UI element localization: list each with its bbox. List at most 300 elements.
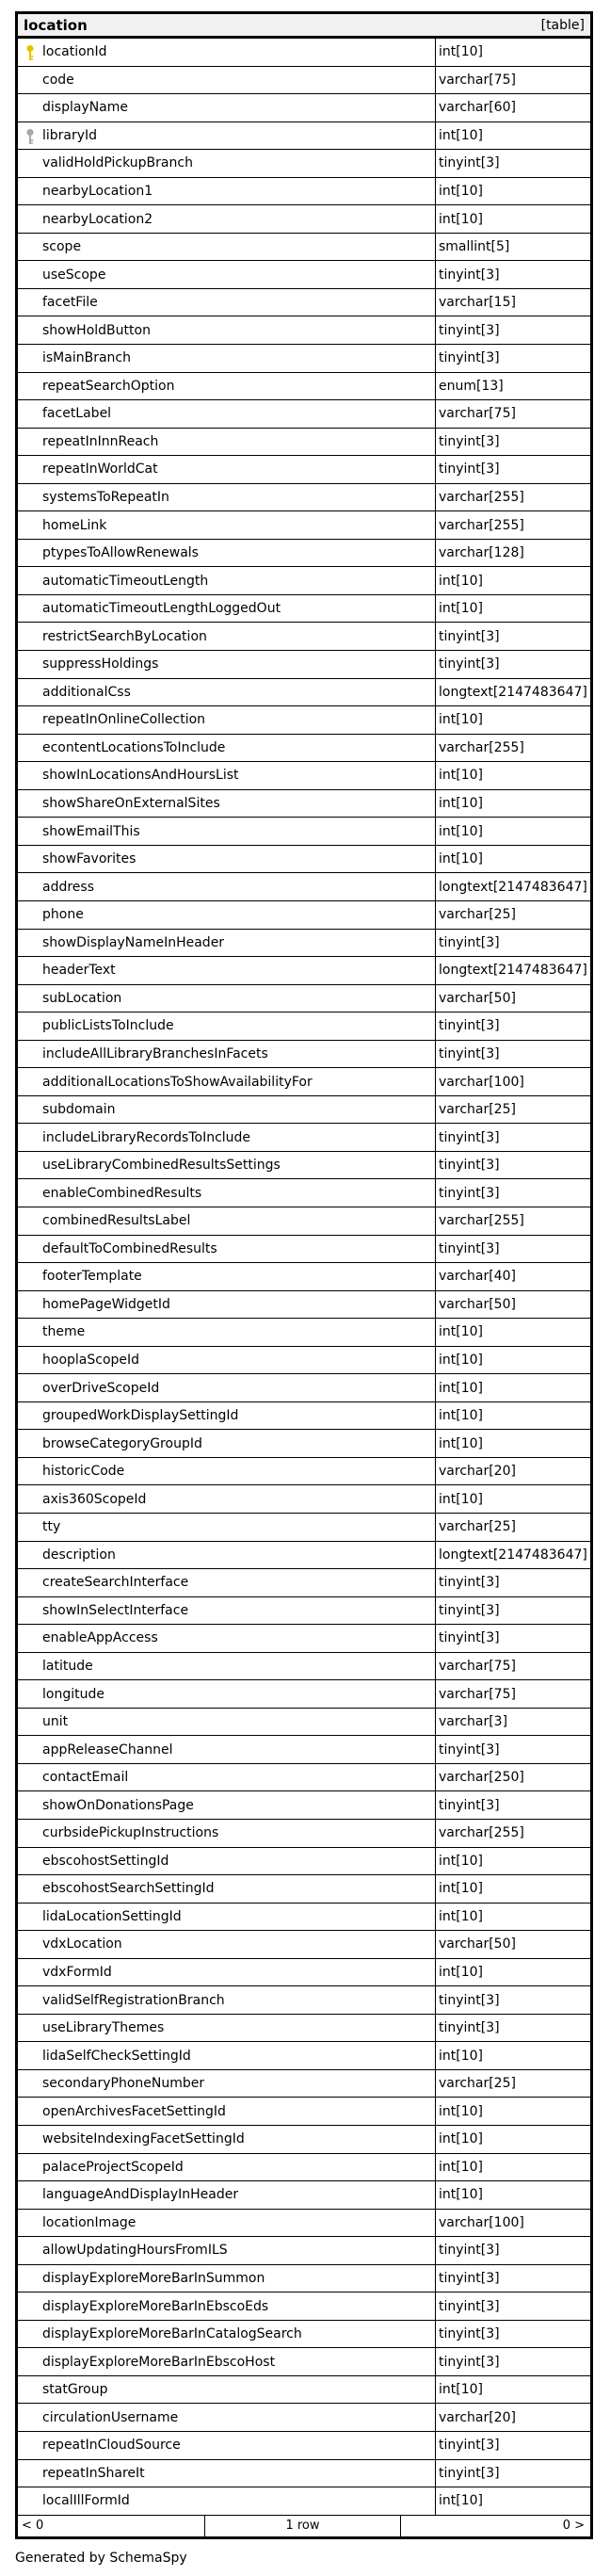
- table-row[interactable]: [18, 2376, 590, 2405]
- column-name: [18, 429, 436, 456]
- column-type: int[10]: [439, 2382, 483, 2398]
- column-name: [18, 1625, 436, 1652]
- column-name-text: ptypesToAllowRenewals: [42, 545, 199, 561]
- column-type: varchar[75]: [439, 72, 516, 88]
- column-type: varchar[255]: [439, 1825, 524, 1841]
- column-type: varchar[75]: [439, 1686, 516, 1702]
- column-type: varchar[255]: [439, 517, 524, 533]
- column-name: [18, 1152, 436, 1179]
- column-type: int[10]: [439, 2493, 483, 2509]
- column-name: [18, 873, 436, 900]
- table-row[interactable]: [18, 2487, 590, 2516]
- column-name: [18, 289, 436, 316]
- table-row[interactable]: [18, 511, 590, 540]
- column-name-text: additionalLocationsToShowAvailabilityFor: [42, 1074, 313, 1090]
- column-name: [18, 1263, 436, 1290]
- table-row[interactable]: [18, 2042, 590, 2070]
- column-name: [18, 1959, 436, 1986]
- table-row[interactable]: [18, 2460, 590, 2488]
- table-row[interactable]: [18, 94, 590, 122]
- column-name-text: lidaSelfCheckSettingId: [42, 2048, 191, 2064]
- table-row[interactable]: [18, 1430, 590, 1458]
- column-type: int[10]: [439, 1965, 483, 1980]
- column-name-text: enableCombinedResults: [42, 1185, 202, 1201]
- table-row[interactable]: [18, 2237, 590, 2265]
- table-row[interactable]: [18, 1458, 590, 1486]
- column-type: tinyint[3]: [439, 2354, 500, 2370]
- table-kind: [table]: [540, 17, 585, 33]
- table-row[interactable]: [18, 1041, 590, 1069]
- column-name-text: openArchivesFacetSettingId: [42, 2103, 226, 2119]
- table-row[interactable]: [18, 985, 590, 1013]
- column-name: [18, 261, 436, 288]
- column-name: [18, 1680, 436, 1708]
- column-type: varchar[75]: [439, 1658, 516, 1674]
- column-name: [18, 2237, 436, 2264]
- column-type: int[10]: [439, 211, 483, 227]
- column-name: [18, 985, 436, 1013]
- column-name: [18, 1124, 436, 1151]
- column-name-text: includeLibraryRecordsToInclude: [42, 1129, 251, 1145]
- table-row[interactable]: [18, 1680, 590, 1709]
- column-name-text: contactEmail: [42, 1770, 129, 1786]
- table-row[interactable]: [18, 540, 590, 568]
- table-row[interactable]: [18, 735, 590, 763]
- column-type: tinyint[3]: [439, 350, 500, 366]
- column-type: varchar[25]: [439, 1519, 516, 1535]
- column-name: [18, 1096, 436, 1124]
- table-row[interactable]: [18, 1875, 590, 1904]
- column-type: int[10]: [439, 2103, 483, 2119]
- column-name: [18, 679, 436, 706]
- generated-by-label: Generated by SchemaSpy: [15, 2551, 187, 2566]
- column-name-text: groupedWorkDisplaySettingId: [42, 1408, 239, 1424]
- column-name: [18, 234, 436, 261]
- primary-key-icon: [25, 44, 35, 61]
- column-type: tinyint[3]: [439, 2465, 500, 2481]
- table-row[interactable]: [18, 1374, 590, 1402]
- column-name: [18, 1791, 436, 1819]
- column-type: int[10]: [439, 2048, 483, 2064]
- table-row[interactable]: [18, 762, 590, 790]
- table-row[interactable]: [18, 400, 590, 429]
- table-row[interactable]: [18, 873, 590, 901]
- table-row[interactable]: [18, 679, 590, 707]
- column-name: [18, 2181, 436, 2209]
- column-name: [18, 540, 436, 567]
- table-row[interactable]: [18, 706, 590, 735]
- table-row[interactable]: [18, 1514, 590, 1542]
- column-name: [18, 484, 436, 511]
- column-type: varchar[255]: [439, 490, 524, 506]
- table-row[interactable]: [18, 150, 590, 178]
- column-name: [18, 2376, 436, 2404]
- column-name-text: unit: [42, 1714, 69, 1730]
- column-name: [18, 1931, 436, 1958]
- column-name-text: allowUpdatingHoursFromILS: [42, 2243, 228, 2259]
- foreign-key-icon: [25, 128, 35, 145]
- column-name: [18, 651, 436, 678]
- column-type: varchar[255]: [439, 739, 524, 755]
- column-name-text: systemsToRepeatIn: [42, 490, 169, 506]
- column-type: tinyint[3]: [439, 267, 500, 283]
- column-name: [18, 1402, 436, 1430]
- column-name: [18, 1458, 436, 1485]
- table-row[interactable]: [18, 205, 590, 234]
- column-type: tinyint[3]: [439, 1018, 500, 1034]
- column-name-text: locationId: [42, 44, 107, 60]
- column-name-text: repeatInInnReach: [42, 433, 159, 449]
- column-name-text: latitude: [42, 1658, 93, 1674]
- table-row[interactable]: [18, 567, 590, 595]
- column-name-text: vdxLocation: [42, 1936, 122, 1952]
- table-row[interactable]: [18, 1207, 590, 1236]
- column-name-text: nearbyLocation2: [42, 211, 153, 227]
- column-name: [18, 2042, 436, 2069]
- column-name-text: displayName: [42, 100, 129, 116]
- table-row[interactable]: [18, 1931, 590, 1959]
- column-name: [18, 1430, 436, 1457]
- column-name: [18, 2432, 436, 2459]
- column-type: varchar[60]: [439, 100, 516, 116]
- table-row[interactable]: [18, 373, 590, 401]
- column-name: [18, 67, 436, 94]
- column-name: [18, 1485, 436, 1513]
- column-name: [18, 1347, 436, 1374]
- column-name: [18, 316, 436, 344]
- column-type: int[10]: [439, 1435, 483, 1451]
- column-type: varchar[3]: [439, 1714, 508, 1730]
- column-name: [18, 1848, 436, 1875]
- table-row[interactable]: [18, 2210, 590, 2238]
- table-row[interactable]: [18, 2015, 590, 2043]
- table-row[interactable]: [18, 2404, 590, 2432]
- table-row[interactable]: [18, 2154, 590, 2182]
- table-row[interactable]: [18, 623, 590, 651]
- column-type: varchar[15]: [439, 295, 516, 311]
- column-name: [18, 930, 436, 957]
- table-row[interactable]: [18, 1764, 590, 1792]
- column-name-text: useLibraryThemes: [42, 2020, 165, 2036]
- table-row[interactable]: [18, 39, 590, 67]
- column-name: [18, 1319, 436, 1346]
- column-type: tinyint[3]: [439, 462, 500, 478]
- column-name-text: showFavorites: [42, 851, 136, 867]
- column-name-text: showShareOnExternalSites: [42, 796, 220, 812]
- column-name-text: showInSelectInterface: [42, 1602, 189, 1618]
- column-type: longtext[2147483647]: [439, 1547, 587, 1563]
- column-name: [18, 178, 436, 205]
- column-type: int[10]: [439, 1324, 483, 1340]
- column-type: tinyint[3]: [439, 2438, 500, 2454]
- table-row[interactable]: [18, 429, 590, 457]
- column-name: [18, 567, 436, 594]
- column-name-text: isMainBranch: [42, 350, 131, 366]
- column-name: [18, 706, 436, 734]
- column-name-text: includeAllLibraryBranchesInFacets: [42, 1045, 268, 1061]
- column-name: [18, 511, 436, 539]
- column-name-text: hooplaScopeId: [42, 1352, 140, 1368]
- column-type: int[10]: [439, 1408, 483, 1424]
- column-type: tinyint[3]: [439, 1602, 500, 1618]
- table-row[interactable]: [18, 456, 590, 484]
- column-name: [18, 901, 436, 929]
- column-type: int[10]: [439, 796, 483, 812]
- table-row[interactable]: [18, 1597, 590, 1626]
- column-name: [18, 1820, 436, 1847]
- table-row[interactable]: [18, 1096, 590, 1125]
- column-type: int[10]: [439, 1380, 483, 1396]
- column-name: [18, 1236, 436, 1263]
- column-name-text: statGroup: [42, 2382, 108, 2398]
- column-name: [18, 1904, 436, 1931]
- table-row[interactable]: [18, 2432, 590, 2460]
- table-row[interactable]: [18, 1291, 590, 1320]
- column-type: tinyint[3]: [439, 1630, 500, 1646]
- column-name-text: repeatInCloudSource: [42, 2438, 181, 2454]
- table-row[interactable]: [18, 2321, 590, 2349]
- column-name: [18, 1068, 436, 1095]
- row-count: 1 row: [205, 2516, 401, 2536]
- column-type: tinyint[3]: [439, 1129, 500, 1145]
- table-footer: [18, 2516, 590, 2536]
- column-name: [18, 1597, 436, 1625]
- table-row[interactable]: [18, 345, 590, 373]
- column-name: [18, 790, 436, 818]
- table-row[interactable]: [18, 1319, 590, 1347]
- column-type: varchar[20]: [439, 1464, 516, 1480]
- table-row[interactable]: [18, 122, 590, 151]
- column-name: [18, 1709, 436, 1736]
- column-type: varchar[50]: [439, 1296, 516, 1312]
- table-row[interactable]: [18, 2098, 590, 2126]
- table-row[interactable]: [18, 1124, 590, 1152]
- table-row[interactable]: [18, 261, 590, 289]
- column-type: tinyint[3]: [439, 433, 500, 449]
- table-row[interactable]: [18, 595, 590, 624]
- table-row[interactable]: [18, 1179, 590, 1207]
- column-name: [18, 1764, 436, 1791]
- column-name-text: showOnDonationsPage: [42, 1797, 194, 1813]
- table-row[interactable]: [18, 790, 590, 818]
- table-row[interactable]: [18, 1485, 590, 1514]
- table-row[interactable]: [18, 651, 590, 679]
- column-name: [18, 205, 436, 233]
- column-name-text: displayExploreMoreBarInEbscoHost: [42, 2354, 276, 2370]
- column-type: int[10]: [439, 768, 483, 784]
- column-type: varchar[255]: [439, 1213, 524, 1229]
- table-row[interactable]: [18, 930, 590, 958]
- column-name-text: enableAppAccess: [42, 1630, 158, 1646]
- table-row[interactable]: [18, 1542, 590, 1570]
- table-row[interactable]: [18, 1709, 590, 1737]
- table-name: location: [24, 16, 88, 34]
- column-name: [18, 818, 436, 845]
- column-type: varchar[100]: [439, 2214, 524, 2230]
- column-name: [18, 1542, 436, 1569]
- column-name: [18, 122, 436, 150]
- table-row[interactable]: [18, 2292, 590, 2321]
- table-row[interactable]: [18, 2348, 590, 2376]
- column-name-text: facetLabel: [42, 406, 112, 422]
- column-type: int[10]: [439, 1853, 483, 1869]
- column-name: [18, 2210, 436, 2237]
- table-row[interactable]: [18, 1068, 590, 1096]
- table-row[interactable]: [18, 1904, 590, 1932]
- next-count[interactable]: 0 >: [562, 2519, 585, 2534]
- column-name: [18, 39, 436, 66]
- column-name-text: libraryId: [42, 127, 98, 143]
- column-type: varchar[75]: [439, 406, 516, 422]
- column-name-text: lidaLocationSettingId: [42, 1908, 182, 1924]
- column-type: int[10]: [439, 601, 483, 617]
- column-name: [18, 345, 436, 372]
- table-row[interactable]: [18, 1791, 590, 1820]
- table-row[interactable]: [18, 846, 590, 874]
- table-row[interactable]: [18, 1013, 590, 1041]
- table-row[interactable]: [18, 316, 590, 345]
- column-name-text: subLocation: [42, 990, 122, 1006]
- column-name-text: curbsidePickupInstructions: [42, 1825, 219, 1841]
- table-row[interactable]: [18, 1736, 590, 1764]
- column-type: tinyint[3]: [439, 1158, 500, 1174]
- column-name: [18, 623, 436, 650]
- column-name-text: ebscohostSettingId: [42, 1853, 169, 1869]
- column-name: [18, 2321, 436, 2348]
- column-name: [18, 2487, 436, 2515]
- column-name: [18, 957, 436, 984]
- table-row[interactable]: [18, 1959, 590, 1987]
- column-name: [18, 456, 436, 483]
- column-type: int[10]: [439, 1908, 483, 1924]
- column-name-text: historicCode: [42, 1464, 125, 1480]
- column-name-text: code: [42, 72, 74, 88]
- table-row[interactable]: [18, 2126, 590, 2154]
- column-name-text: vdxFormId: [42, 1965, 112, 1980]
- table-row[interactable]: [18, 1263, 590, 1291]
- column-name: [18, 400, 436, 428]
- column-name: [18, 2292, 436, 2320]
- column-name-text: browseCategoryGroupId: [42, 1435, 202, 1451]
- column-type: int[10]: [439, 2187, 483, 2203]
- column-type: varchar[25]: [439, 907, 516, 923]
- column-name-text: footerTemplate: [42, 1269, 142, 1285]
- column-name: [18, 1736, 436, 1763]
- table-header: [18, 14, 590, 39]
- column-name-text: localIllFormId: [42, 2493, 130, 2509]
- column-name-text: longitude: [42, 1686, 104, 1702]
- column-type: longtext[2147483647]: [439, 879, 587, 895]
- column-name-text: repeatInShareIt: [42, 2465, 145, 2481]
- table-row[interactable]: [18, 178, 590, 206]
- column-type: tinyint[3]: [439, 1575, 500, 1591]
- column-type: tinyint[3]: [439, 322, 500, 338]
- column-type: varchar[100]: [439, 1074, 524, 1090]
- column-type: tinyint[3]: [439, 1992, 500, 2008]
- table-row[interactable]: [18, 67, 590, 95]
- column-name: [18, 1291, 436, 1319]
- table-row[interactable]: [18, 1986, 590, 2015]
- column-name: [18, 1207, 436, 1235]
- column-list: [18, 39, 590, 2516]
- table-row[interactable]: [18, 2181, 590, 2210]
- column-type: tinyint[3]: [439, 1797, 500, 1813]
- column-name: [18, 1875, 436, 1903]
- column-type: int[10]: [439, 127, 483, 143]
- column-name: [18, 1653, 436, 1680]
- column-name-text: useScope: [42, 267, 106, 283]
- prev-count[interactable]: < 0: [18, 2516, 205, 2536]
- column-name-text: showHoldButton: [42, 322, 151, 338]
- column-type: longtext[2147483647]: [439, 684, 587, 700]
- column-type: varchar[20]: [439, 2409, 516, 2425]
- column-name-text: address: [42, 879, 95, 895]
- table-row[interactable]: [18, 484, 590, 512]
- column-type: varchar[25]: [439, 2076, 516, 2092]
- column-name-text: circulationUsername: [42, 2409, 179, 2425]
- table-row[interactable]: [18, 2265, 590, 2293]
- column-name-text: automaticTimeoutLengthLoggedOut: [42, 601, 281, 617]
- table-row[interactable]: [18, 1402, 590, 1431]
- column-type: int[10]: [439, 184, 483, 199]
- column-name-text: repeatSearchOption: [42, 378, 175, 394]
- column-type: int[10]: [439, 851, 483, 867]
- column-type: tinyint[3]: [439, 155, 500, 171]
- column-name-text: ebscohostSearchSettingId: [42, 1881, 215, 1897]
- column-type: tinyint[3]: [439, 2243, 500, 2259]
- column-name: [18, 373, 436, 400]
- column-name-text: automaticTimeoutLength: [42, 573, 209, 589]
- table-row[interactable]: [18, 901, 590, 930]
- table-row[interactable]: [18, 289, 590, 317]
- column-type: tinyint[3]: [439, 2271, 500, 2287]
- table-row[interactable]: [18, 1820, 590, 1848]
- column-type: int[10]: [439, 1491, 483, 1507]
- column-type: int[10]: [439, 573, 483, 589]
- column-type: tinyint[3]: [439, 2020, 500, 2036]
- table-row[interactable]: [18, 1625, 590, 1653]
- column-type: varchar[128]: [439, 545, 524, 561]
- table-row[interactable]: [18, 1236, 590, 1264]
- table-row[interactable]: [18, 1848, 590, 1876]
- table-row[interactable]: [18, 957, 590, 985]
- column-type: tinyint[3]: [439, 656, 500, 672]
- column-name-text: tty: [42, 1519, 61, 1535]
- table-row[interactable]: [18, 1347, 590, 1375]
- column-name: [18, 595, 436, 623]
- column-name-text: subdomain: [42, 1102, 116, 1118]
- table-row[interactable]: [18, 2070, 590, 2098]
- table-row[interactable]: [18, 234, 590, 262]
- column-name-text: displayExploreMoreBarInCatalogSearch: [42, 2326, 302, 2342]
- column-name-text: nearbyLocation1: [42, 184, 153, 199]
- column-name-text: locationImage: [42, 2214, 136, 2230]
- column-type: tinyint[3]: [439, 1045, 500, 1061]
- column-name-text: publicListsToInclude: [42, 1018, 174, 1034]
- column-name: [18, 846, 436, 873]
- column-name-text: restrictSearchByLocation: [42, 628, 207, 644]
- column-name: [18, 94, 436, 122]
- column-type: int[10]: [439, 44, 483, 60]
- table-row[interactable]: [18, 1569, 590, 1597]
- column-name: [18, 2126, 436, 2153]
- column-name-text: appReleaseChannel: [42, 1742, 173, 1758]
- table-row[interactable]: [18, 818, 590, 846]
- table-row[interactable]: [18, 1152, 590, 1180]
- table-row[interactable]: [18, 1653, 590, 1681]
- column-type: varchar[50]: [439, 990, 516, 1006]
- column-name: [18, 150, 436, 177]
